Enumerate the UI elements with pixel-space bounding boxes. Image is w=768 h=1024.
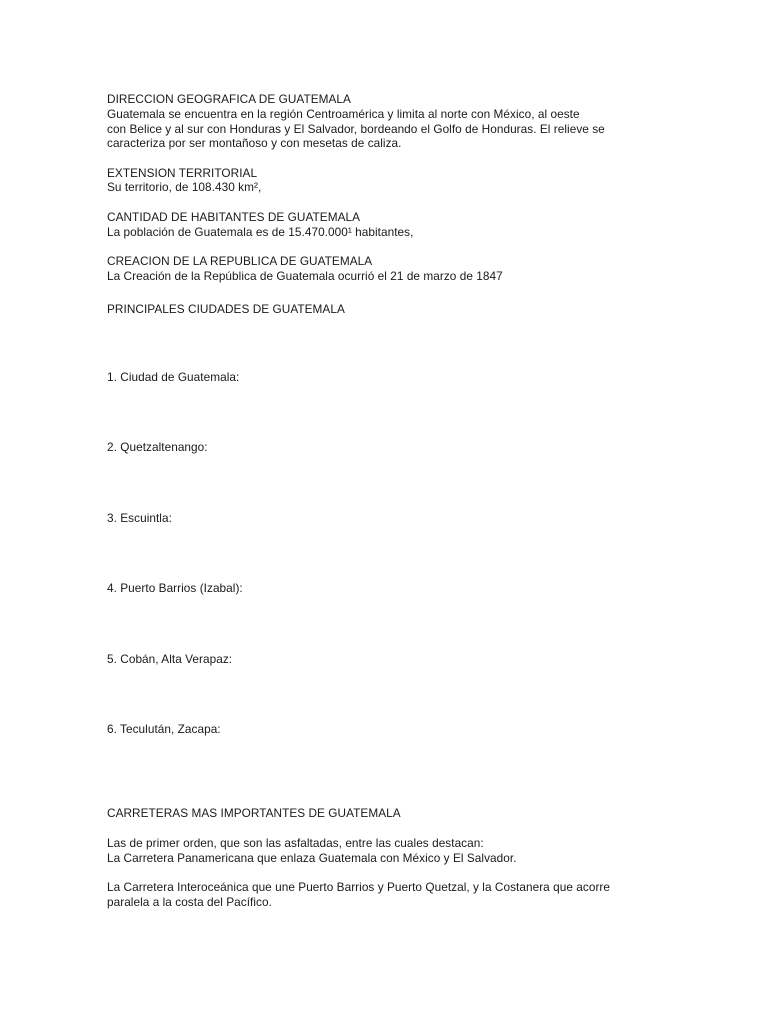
- ciudad-list-item-4: 4. Puerto Barrios (Izabal):: [107, 581, 243, 595]
- heading-carreteras: CARRETERAS MAS IMPORTANTES DE GUATEMALA: [107, 806, 401, 820]
- ciudad-list-item-2: 2. Quetzaltenango:: [107, 440, 208, 454]
- heading-extension-territorial: EXTENSION TERRITORIAL: [107, 166, 258, 180]
- heading-direccion-geografica: DIRECCION GEOGRAFICA DE GUATEMALA: [107, 92, 351, 106]
- heading-cantidad-habitantes: CANTIDAD DE HABITANTES DE GUATEMALA: [107, 210, 361, 224]
- extension-text-line-1: Su territorio, de 108.430 km²,: [107, 180, 262, 194]
- direccion-text-line-2: con Belice y al sur con Honduras y El Salvador, bordeando el Golfo de Honduras. El relieve se: [107, 122, 605, 136]
- ciudad-list-item-5: 5. Cobán, Alta Verapaz:: [107, 652, 233, 666]
- carreteras-p1-line-1: Las de primer orden, que son las asfaltadas, entre las cuales destacan:: [107, 836, 484, 850]
- ciudad-list-item-6: 6. Teculután, Zacapa:: [107, 722, 221, 736]
- carreteras-p2-line-1: La Carretera Interoceánica que une Puerto Barrios y Puerto Quetzal, y la Costanera que acorre: [107, 880, 611, 894]
- heading-principales-ciudades: PRINCIPALES CIUDADES DE GUATEMALA: [107, 302, 345, 316]
- creacion-text-line-1: La Creación de la República de Guatemala ocurrió el 21 de marzo de 1847: [107, 269, 503, 283]
- habitantes-text-line-1: La población de Guatemala es de 15.470.000¹ habitantes,: [107, 225, 414, 239]
- direccion-text-line-1: Guatemala se encuentra en la región Centroamérica y limita al norte con México, al oeste: [107, 107, 580, 121]
- heading-creacion-republica: CREACION DE LA REPUBLICA DE GUATEMALA: [107, 254, 373, 268]
- carreteras-p2-line-2: paralela a la costa del Pacífico.: [107, 895, 272, 909]
- ciudad-list-item-1: 1. Ciudad de Guatemala:: [107, 370, 240, 384]
- carreteras-p1-line-2: La Carretera Panamericana que enlaza Guatemala con México y El Salvador.: [107, 851, 517, 865]
- direccion-text-line-3: caracteriza por ser montañoso y con mesetas de caliza.: [107, 136, 402, 150]
- ciudad-list-item-3: 3. Escuintla:: [107, 511, 172, 525]
